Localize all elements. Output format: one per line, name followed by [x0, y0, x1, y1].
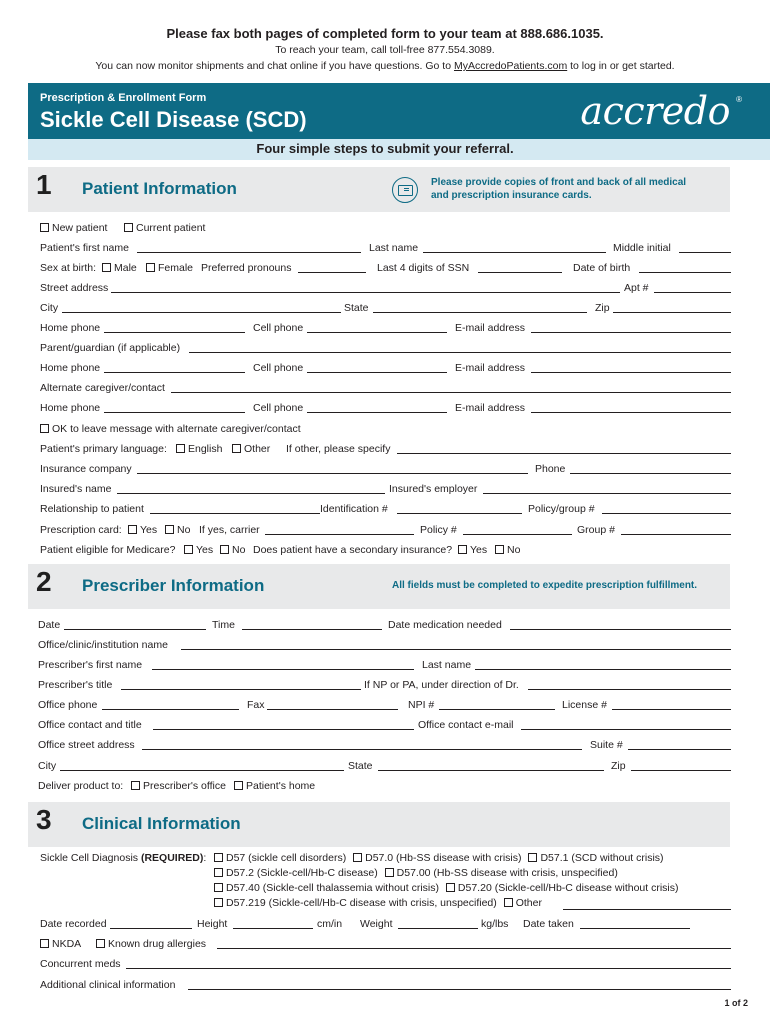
office-name-label: Office/clinic/institution name — [38, 639, 168, 651]
male-label: Male — [114, 262, 137, 274]
relationship-field[interactable] — [150, 503, 320, 514]
nkda-label: NKDA — [52, 938, 82, 950]
height-field[interactable] — [233, 918, 313, 929]
email-label: E-mail address — [455, 322, 526, 334]
medicare-yes-label: Yes — [196, 544, 214, 556]
prescriber-title-row — [40, 679, 731, 693]
form-banner — [28, 83, 770, 139]
insured-row — [40, 483, 731, 497]
english-label: English — [188, 443, 223, 455]
patients-portal-link[interactable]: MyAccredoPatients.com — [453, 60, 568, 72]
state-label: State — [344, 302, 369, 314]
section-number: 1 — [36, 169, 52, 200]
d5740-option[interactable] — [214, 882, 439, 894]
insurance-phone-field[interactable] — [570, 463, 731, 474]
d5700-option[interactable] — [385, 867, 618, 879]
secondary-yes-checkbox[interactable] — [458, 545, 467, 554]
guardian-email-field[interactable] — [531, 362, 731, 373]
additional-info-label: Additional clinical information — [40, 979, 176, 991]
suite-label: Suite # — [590, 739, 623, 751]
concurrent-meds-label: Concurrent meds — [40, 958, 121, 970]
cm-in-label: cm/in — [317, 918, 343, 930]
known-allergies-label: Known drug allergies — [108, 938, 207, 950]
ssn-label: Last 4 digits of SSN — [377, 262, 470, 274]
middle-initial-label: Middle initial — [613, 242, 671, 254]
kg-lbs-label: kg/lbs — [481, 918, 509, 930]
office-street-row — [40, 739, 731, 753]
office-email-field[interactable] — [521, 719, 731, 730]
office-email-label: Office contact e-mail — [418, 719, 514, 731]
d572-checkbox[interactable] — [214, 868, 223, 877]
other-language-label: Other — [244, 443, 271, 455]
monitor-text-pre: You can now monitor shipments and chat online if you have questions. Go to — [95, 60, 454, 72]
guardian-email-label: E-mail address — [455, 362, 526, 374]
identification-label: Identification # — [320, 503, 388, 515]
secondary-yes-option[interactable] — [458, 544, 487, 557]
nkda-checkbox[interactable] — [40, 939, 49, 948]
other-language-option[interactable] — [232, 443, 270, 456]
date-field[interactable] — [64, 619, 206, 630]
medicare-yes-checkbox[interactable] — [184, 545, 193, 554]
weight-field[interactable] — [398, 918, 478, 929]
city-field[interactable] — [62, 302, 341, 313]
guardian-phone-row — [40, 362, 731, 376]
secondary-no-checkbox[interactable] — [495, 545, 504, 554]
insurance-company-field[interactable] — [137, 463, 528, 474]
npi-label: NPI # — [408, 699, 435, 711]
insurance-company-row — [40, 463, 731, 477]
office-street-field[interactable] — [142, 739, 582, 750]
d570-checkbox[interactable] — [353, 853, 362, 862]
guardian-row — [40, 342, 731, 356]
current-patient-label: Current patient — [136, 222, 206, 234]
section-patient-information — [28, 167, 730, 212]
alt-caregiver-phone-row — [40, 402, 731, 416]
alt-home-phone-field[interactable] — [104, 402, 245, 413]
rx-card-yes-option[interactable] — [128, 524, 157, 537]
date-recorded-label: Date recorded — [40, 918, 107, 930]
d57-label: D57 (sickle cell disorders) — [226, 852, 347, 864]
d570-option[interactable] — [353, 852, 521, 864]
secondary-no-label: No — [507, 544, 521, 556]
d57-option[interactable] — [214, 852, 346, 864]
ok-message-option[interactable] — [40, 423, 301, 436]
prescriber-first-name-field[interactable] — [152, 659, 414, 670]
fax-field[interactable] — [267, 699, 398, 710]
office-street-label: Office street address — [38, 739, 135, 751]
diagnosis-label — [40, 852, 206, 865]
carrier-field[interactable] — [265, 524, 414, 535]
english-option[interactable] — [176, 443, 222, 456]
street-label: Street address — [40, 282, 109, 294]
allergies-row — [40, 938, 731, 952]
cell-phone-field[interactable] — [307, 322, 447, 333]
group-field[interactable] — [621, 524, 731, 535]
d57219-label: D57.219 (Sickle-cell/Hb-C disease with crisis, unspecified) — [226, 897, 497, 909]
language-row — [40, 443, 731, 457]
prescriber-last-name-field[interactable] — [475, 659, 731, 670]
known-allergies-field[interactable] — [217, 938, 731, 949]
guardian-field[interactable] — [189, 342, 731, 353]
d5720-option[interactable] — [446, 882, 679, 894]
office-phone-field[interactable] — [102, 699, 239, 710]
diagnosis-options-row1 — [214, 852, 664, 865]
d572-option[interactable] — [214, 867, 378, 879]
dob-label: Date of birth — [573, 262, 631, 274]
rx-card-row — [40, 524, 731, 538]
current-patient-checkbox[interactable] — [124, 223, 133, 232]
monitor-text-post: to log in or get started. — [567, 60, 675, 72]
d571-option[interactable] — [528, 852, 663, 864]
patient-status-row — [40, 222, 731, 236]
d57219-option[interactable] — [214, 897, 497, 909]
alt-caregiver-row — [40, 382, 731, 396]
required-label: (REQUIRED) — [140, 852, 204, 864]
diagnosis-options-row4 — [214, 897, 542, 910]
known-allergies-option[interactable] — [96, 938, 206, 951]
first-name-label: Patient's first name — [40, 242, 129, 254]
prescriber-title-field[interactable] — [121, 679, 361, 690]
zip-label: Zip — [595, 302, 610, 314]
english-checkbox[interactable] — [176, 444, 185, 453]
pronouns-field[interactable] — [298, 262, 366, 273]
date-taken-label: Date taken — [523, 918, 574, 930]
prescriber-name-row — [40, 659, 731, 673]
page-number: 1 of 2 — [724, 998, 748, 1008]
medicare-row — [40, 544, 731, 558]
female-checkbox[interactable] — [146, 263, 155, 272]
office-name-row — [40, 639, 731, 653]
female-option[interactable] — [146, 262, 193, 275]
license-field[interactable] — [612, 699, 731, 710]
form-title: Sickle Cell Disease (SCD) — [40, 107, 307, 132]
additional-info-row — [40, 979, 731, 993]
secondary-yes-label: Yes — [470, 544, 488, 556]
guardian-cell-phone-label: Cell phone — [253, 362, 304, 374]
alt-cell-phone-field[interactable] — [307, 402, 447, 413]
guardian-home-phone-label: Home phone — [40, 362, 101, 374]
d57219-checkbox[interactable] — [214, 898, 223, 907]
diagnosis-label-text: Sickle Cell Diagnosis — [40, 852, 141, 864]
date-needed-field[interactable] — [510, 619, 731, 630]
date-recorded-field[interactable] — [110, 918, 192, 929]
nkda-option[interactable] — [40, 938, 81, 951]
home-phone-label: Home phone — [40, 322, 101, 334]
d5740-label: D57.40 (Sickle-cell thalassemia without crisis) — [226, 882, 439, 894]
insurance-card-note — [431, 176, 686, 202]
group-label: Group # — [577, 524, 615, 536]
rx-card-no-checkbox[interactable] — [165, 525, 174, 534]
alt-email-label: E-mail address — [455, 402, 526, 414]
office-name-field[interactable] — [181, 639, 731, 650]
d5700-checkbox[interactable] — [385, 868, 394, 877]
policy-group-field[interactable] — [602, 503, 731, 514]
section-number: 3 — [36, 804, 52, 835]
additional-info-field[interactable] — [188, 979, 731, 990]
new-patient-checkbox[interactable] — [40, 223, 49, 232]
prescriber-first-name-label: Prescriber's first name — [38, 659, 143, 671]
d57-checkbox[interactable] — [214, 853, 223, 862]
male-checkbox[interactable] — [102, 263, 111, 272]
concurrent-meds-field[interactable] — [126, 958, 731, 969]
alt-home-phone-label: Home phone — [40, 402, 101, 414]
apt-label: Apt # — [624, 282, 649, 294]
sex-at-birth-label: Sex at birth: — [40, 262, 97, 274]
section-title: Patient Information — [82, 179, 237, 198]
height-label: Height — [197, 918, 228, 930]
middle-initial-field[interactable] — [679, 242, 731, 253]
ok-message-checkbox[interactable] — [40, 424, 49, 433]
prescriber-title-label: Prescriber's title — [38, 679, 113, 691]
suite-field[interactable] — [628, 739, 731, 750]
prescribers-office-label: Prescriber's office — [143, 780, 226, 792]
prescriber-last-name-label: Last name — [422, 659, 472, 671]
state-field[interactable] — [373, 302, 587, 313]
dob-field[interactable] — [639, 262, 731, 273]
insured-name-field[interactable] — [117, 483, 385, 494]
relationship-row — [40, 503, 731, 517]
d571-label: D57.1 (SCD without crisis) — [540, 852, 664, 864]
office-contact-field[interactable] — [153, 719, 414, 730]
time-field[interactable] — [242, 619, 382, 630]
monitor-instruction — [0, 60, 770, 72]
relationship-label: Relationship to patient — [40, 503, 144, 515]
city-label: City — [40, 302, 59, 314]
diagnosis-options-row2 — [214, 867, 618, 880]
pronouns-label: Preferred pronouns — [201, 262, 292, 274]
insurance-note-line2: and prescription insurance cards. — [431, 190, 592, 201]
guardian-cell-phone-field[interactable] — [307, 362, 447, 373]
ok-message-label: OK to leave message with alternate caregiver/contact — [52, 423, 301, 435]
concurrent-meds-row — [40, 958, 731, 972]
patient-phone-row — [40, 322, 731, 336]
section-clinical-information — [28, 802, 730, 847]
alt-cell-phone-label: Cell phone — [253, 402, 304, 414]
secondary-insurance-label: Does patient have a secondary insurance? — [253, 544, 453, 556]
alt-email-field[interactable] — [531, 402, 731, 413]
street-row — [40, 282, 731, 296]
identification-field[interactable] — [397, 503, 522, 514]
accredo-logo: accredo — [580, 89, 730, 133]
office-zip-field[interactable] — [631, 760, 731, 771]
first-name-field[interactable] — [137, 242, 361, 253]
carrier-label: If yes, carrier — [199, 524, 260, 536]
guardian-home-phone-field[interactable] — [104, 362, 245, 373]
d570-label: D57.0 (Hb-SS disease with crisis) — [365, 852, 522, 864]
medicare-label: Patient eligible for Medicare? — [40, 544, 176, 556]
fax-instruction: Please fax both pages of completed form to your team at 888.686.1035. — [166, 26, 604, 41]
registered-mark: ® — [736, 95, 742, 104]
diagnosis-options-row3 — [214, 882, 679, 895]
city-row — [40, 302, 731, 316]
office-zip-label: Zip — [611, 760, 626, 772]
d5700-label: D57.00 (Hb-SS disease with crisis, unspecified) — [396, 867, 618, 879]
prescribers-office-checkbox[interactable] — [131, 781, 140, 790]
steps-title: Four simple steps to submit your referral. — [256, 141, 514, 156]
patient-name-row — [40, 242, 731, 256]
alt-caregiver-label: Alternate caregiver/contact — [40, 382, 165, 394]
prescriber-note: All fields must be completed to expedite prescription fulfillment. — [392, 580, 698, 591]
secondary-no-option[interactable] — [495, 544, 520, 557]
home-phone-field[interactable] — [104, 322, 245, 333]
section-prescriber-information — [28, 564, 730, 609]
office-state-field[interactable] — [378, 760, 604, 771]
patient-sex-row — [40, 262, 731, 276]
date-needed-label: Date medication needed — [388, 619, 502, 631]
np-pa-label: If NP or PA, under direction of Dr. — [364, 679, 519, 691]
insured-employer-field[interactable] — [483, 483, 731, 494]
policy-group-label: Policy/group # — [528, 503, 595, 515]
patients-home-label: Patient's home — [246, 780, 316, 792]
vitals-row — [40, 918, 731, 932]
cell-phone-label: Cell phone — [253, 322, 304, 334]
street-field[interactable] — [111, 282, 620, 293]
d5720-label: D57.20 (Sickle-cell/Hb-C disease without crisis) — [457, 882, 679, 894]
female-label: Female — [158, 262, 194, 274]
deliver-to-label: Deliver product to: — [38, 780, 124, 792]
new-patient-label: New patient — [52, 222, 108, 234]
other-diagnosis-label: Other — [515, 897, 542, 909]
prescriber-date-row — [40, 619, 731, 633]
alt-caregiver-field[interactable] — [171, 382, 731, 393]
np-pa-field[interactable] — [528, 679, 731, 690]
prescribers-office-option[interactable] — [131, 780, 226, 793]
date-label: Date — [38, 619, 61, 631]
ssn-field[interactable] — [478, 262, 562, 273]
last-name-label: Last name — [369, 242, 419, 254]
time-label: Time — [212, 619, 235, 631]
current-patient-option[interactable] — [124, 222, 205, 235]
fax-label: Fax — [247, 699, 265, 711]
office-state-label: State — [348, 760, 373, 772]
medicare-no-label: No — [232, 544, 246, 556]
zip-field[interactable] — [613, 302, 731, 313]
d572-label: D57.2 (Sickle-cell/Hb-C disease) — [226, 867, 378, 879]
apt-field[interactable] — [654, 282, 731, 293]
other-diagnosis-field[interactable] — [563, 899, 731, 910]
policy-field[interactable] — [463, 524, 572, 535]
policy-label: Policy # — [420, 524, 457, 536]
d5720-checkbox[interactable] — [446, 883, 455, 892]
section-title: Prescriber Information — [82, 576, 265, 595]
patients-home-option[interactable] — [234, 780, 315, 793]
office-phone-label: Office phone — [38, 699, 98, 711]
known-allergies-checkbox[interactable] — [96, 939, 105, 948]
ok-message-row — [40, 423, 731, 437]
new-patient-option[interactable] — [40, 222, 107, 235]
last-name-field[interactable] — [423, 242, 606, 253]
office-phone-row — [40, 699, 731, 713]
rx-card-label: Prescription card: — [40, 524, 122, 536]
male-option[interactable] — [102, 262, 137, 275]
npi-field[interactable] — [439, 699, 555, 710]
office-city-field[interactable] — [60, 760, 344, 771]
d571-checkbox[interactable] — [528, 853, 537, 862]
other-language-checkbox[interactable] — [232, 444, 241, 453]
rx-card-yes-label: Yes — [140, 524, 158, 536]
insured-employer-label: Insured's employer — [389, 483, 478, 495]
insurance-company-label: Insurance company — [40, 463, 132, 475]
d5740-checkbox[interactable] — [214, 883, 223, 892]
call-instruction: To reach your team, call toll-free 877.554.3089. — [275, 44, 495, 56]
license-label: License # — [562, 699, 607, 711]
other-diagnosis-checkbox[interactable] — [504, 898, 513, 907]
if-other-label: If other, please specify — [286, 443, 391, 455]
deliver-to-row — [40, 780, 731, 794]
form-subtitle: Prescription & Enrollment Form — [40, 92, 207, 104]
date-taken-field[interactable] — [580, 918, 690, 929]
rx-card-yes-checkbox[interactable] — [128, 525, 137, 534]
insurance-phone-label: Phone — [535, 463, 566, 475]
insured-name-label: Insured's name — [40, 483, 112, 495]
email-field[interactable] — [531, 322, 731, 333]
other-diagnosis-option[interactable] — [504, 897, 542, 909]
weight-label: Weight — [360, 918, 393, 930]
guardian-label: Parent/guardian (if applicable) — [40, 342, 181, 354]
diagnosis-colon: : — [203, 852, 207, 864]
office-contact-label: Office contact and title — [38, 719, 142, 731]
rx-card-no-option[interactable] — [165, 524, 190, 537]
medicare-yes-option[interactable] — [184, 544, 213, 557]
medicare-no-checkbox[interactable] — [220, 545, 229, 554]
office-city-label: City — [38, 760, 57, 772]
office-city-row — [40, 760, 731, 774]
insurance-note-line1: Please provide copies of front and back of all medical — [431, 177, 687, 188]
section-title: Clinical Information — [82, 814, 241, 833]
section-number: 2 — [36, 566, 52, 597]
rx-card-no-label: No — [177, 524, 191, 536]
medicare-no-option[interactable] — [220, 544, 245, 557]
insurance-card-icon — [392, 177, 418, 203]
language-label: Patient's primary language: — [40, 443, 167, 455]
other-language-field[interactable] — [397, 443, 731, 454]
office-contact-row — [40, 719, 731, 733]
patients-home-checkbox[interactable] — [234, 781, 243, 790]
